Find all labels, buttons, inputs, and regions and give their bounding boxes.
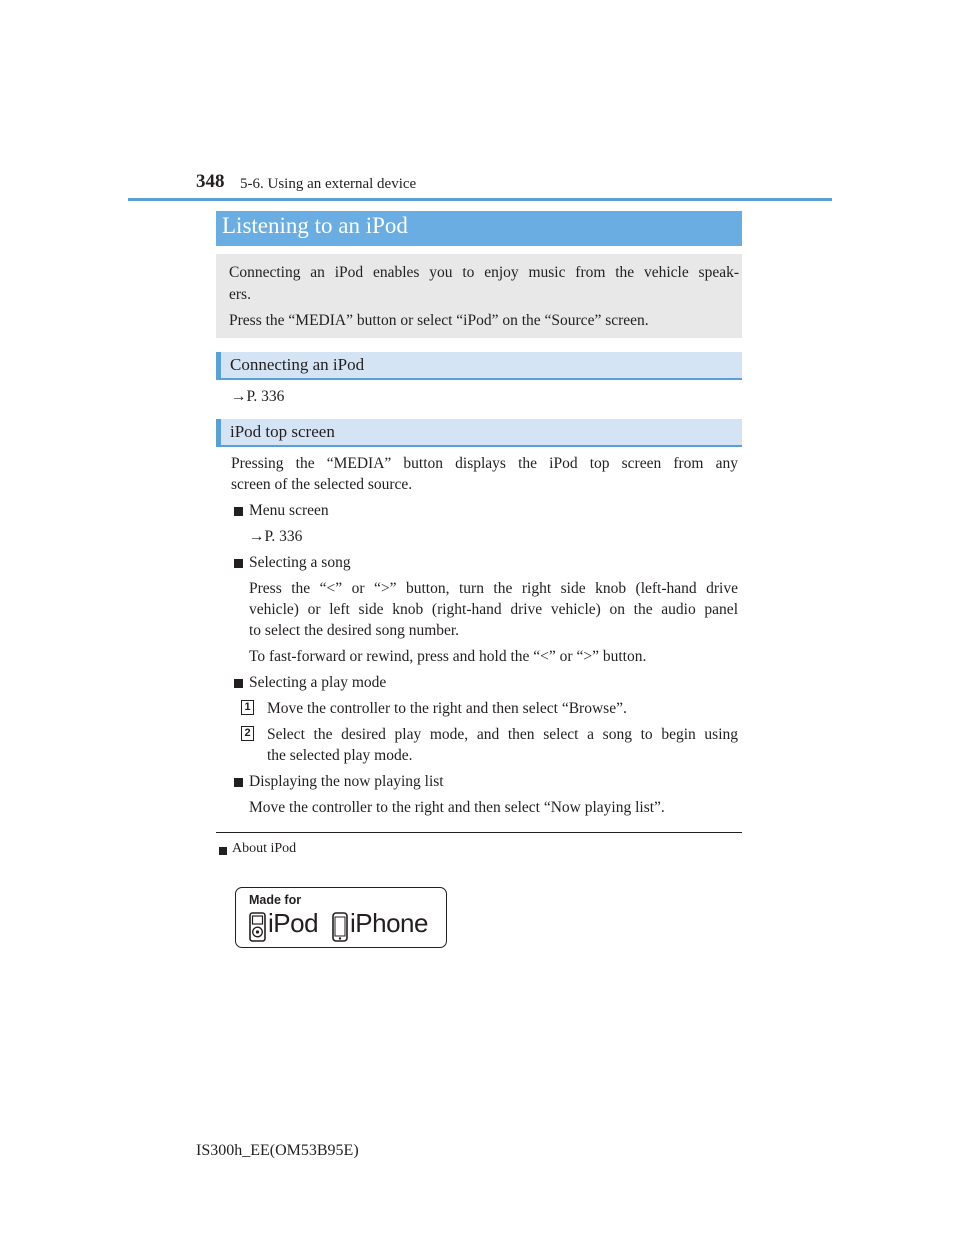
bullet-icon [234, 507, 243, 516]
item-label-menu: Menu screen [249, 502, 329, 519]
intro-line-3: Press the “MEDIA” button or select “iPod” on the “Source” screen. [229, 312, 649, 329]
step-2-line-2: the selected play mode. [267, 747, 413, 764]
step-number-2: 2 [241, 726, 254, 741]
subheading-connecting: Connecting an iPod [230, 355, 365, 374]
page-number: 348 [196, 171, 225, 192]
ipod-device-icon [249, 912, 266, 942]
item-label-song: Selecting a song [249, 554, 351, 571]
footnote-rule [216, 832, 742, 833]
page-title: Listening to an iPod [222, 213, 408, 238]
about-ipod-label: About iPod [232, 841, 297, 856]
song-line-2: vehicle) or left side knob (right-hand drive vehicle) on the audio panel [249, 601, 738, 618]
subheading-top-screen: iPod top screen [230, 422, 335, 441]
song-line-4: To fast-forward or rewind, press and hold the “<” or “>” button. [249, 648, 647, 665]
item-label-play-mode: Selecting a play mode [249, 674, 387, 691]
badge-iphone-text: iPhone [350, 908, 428, 938]
step-2-line-1: Select the desired play mode, and then select a song to begin using [267, 726, 738, 743]
now-playing-line-1: Move the controller to the right and then select “Now playing list”. [249, 799, 665, 816]
page-reference: →P. 336 [231, 388, 285, 405]
document-code: IS300h_EE(OM53B95E) [196, 1142, 359, 1159]
subheading-accent [216, 352, 221, 380]
step-1-text: Move the controller to the right and then select “Browse”. [267, 700, 627, 717]
item-label-now-playing: Displaying the now playing list [249, 773, 444, 790]
badge-ipod-text: iPod [268, 908, 319, 938]
subheading-accent [216, 419, 221, 447]
paragraph-line-1: Pressing the “MEDIA” button displays the iPod top screen from any [231, 455, 738, 472]
header-rule [128, 198, 832, 201]
song-line-1: Press the “<” or “>” button, turn the right side knob (left-hand drive [249, 580, 738, 597]
paragraph-line-2: screen of the selected source. [231, 476, 413, 493]
iphone-device-icon [332, 912, 348, 942]
bullet-icon [234, 679, 243, 688]
bullet-icon [219, 847, 227, 855]
page-reference: →P. 336 [249, 528, 303, 545]
section-title: 5-6. Using an external device [240, 176, 417, 192]
step-number-1: 1 [241, 700, 254, 715]
intro-line-1: Connecting an iPod enables you to enjoy music from the vehicle speak- [229, 264, 739, 281]
bullet-icon [234, 559, 243, 568]
bullet-icon [234, 778, 243, 787]
song-line-3: to select the desired song number. [249, 622, 460, 639]
badge-made-for-text: Made for [249, 893, 302, 907]
intro-line-2: ers. [229, 286, 251, 303]
